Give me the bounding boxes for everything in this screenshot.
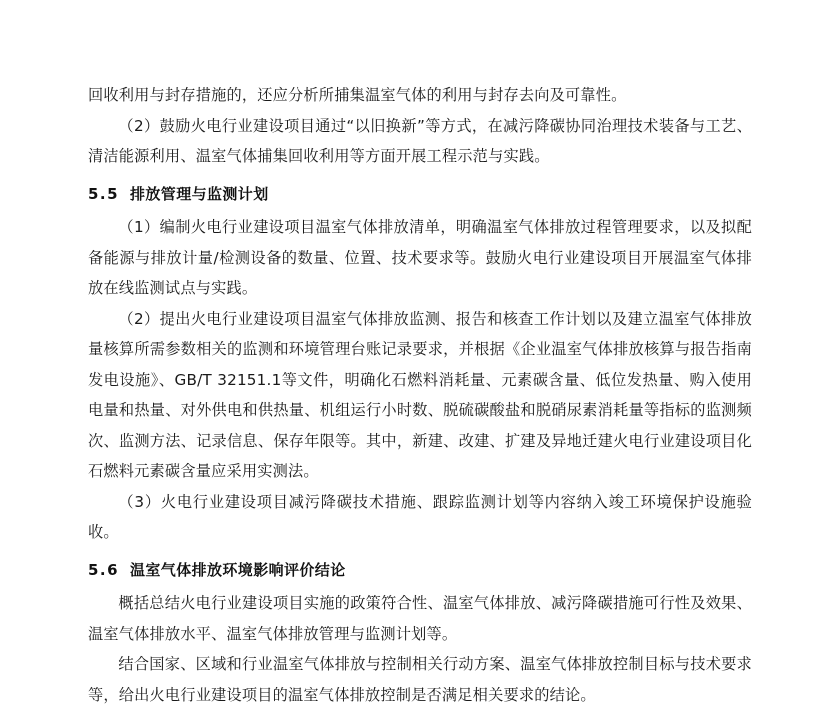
heading-5-6-text: 温室气体排放环境影响评价结论 — [130, 560, 346, 579]
heading-5-6-number: 5.6 — [88, 560, 120, 579]
para-5-6-conclusion: 结合国家、区域和行业温室气体排放与控制相关行动方案、温室气体排放控制目标与技术要求等，给出火电行业建设项目的温室气体排放控制是否满足相关要求的结论。 — [88, 655, 752, 704]
heading-5-5 — [88, 179, 752, 210]
heading-5-5-number: 5.5 — [88, 184, 120, 203]
para-5-6-summary: 概括总结火电行业建设项目实施的政策符合性、温室气体排放、减污降碳措施可行性及效果、温室气体排放水平、温室气体排放管理与监测计划等。 — [88, 594, 752, 643]
para-5-5-item-2: （2）提出火电行业建设项目温室气体排放监测、报告和核查工作计划以及建立温室气体排放量核算所需参数相关的监测和环境管理台账记录要求，并根据《企业温室气体排放核算与报告指南 发电设施》、GB/T 32151.1等文件，明确化石燃料消耗量、元素碳含量、低位发热量、购入使用电量和热量、对外供电和供热量、机组运行小时数、脱硫碳酸盐和脱硝尿素消耗量等指标的监测频次、监测方法、记录信息、保存年限等。其中，新建、改建、扩建及异地迁建火电行业建设项目化石燃料元素碳含量应采用实测法。 — [88, 309, 752, 480]
document-body — [88, 80, 752, 710]
heading-5-6 — [88, 555, 752, 586]
spacer — [88, 172, 752, 179]
para-5-5-item-3: （3）火电行业建设项目减污降碳技术措施、跟踪监测计划等内容纳入竣工环境保护设施验收。 — [88, 492, 752, 541]
para-recovery-sealing: 回收利用与封存措施的，还应分析所捕集温室气体的利用与封存去向及可靠性。 — [88, 86, 627, 104]
para-5-5-item-1: （1）编制火电行业建设项目温室气体排放清单，明确温室气体排放过程管理要求，以及拟配备能源与排放计量/检测设备的数量、位置、技术要求等。鼓励火电行业建设项目开展温室气体排放在线监测试点与实践。 — [88, 218, 752, 297]
heading-5-5-text: 排放管理与监测计划 — [130, 184, 269, 203]
spacer — [88, 548, 752, 555]
para-item-2-old-for-new: （2）鼓励火电行业建设项目通过“以旧换新”等方式，在减污降碳协同治理技术装备与工艺、清洁能源利用、温室气体捕集回收利用等方面开展工程示范与实践。 — [88, 116, 752, 165]
